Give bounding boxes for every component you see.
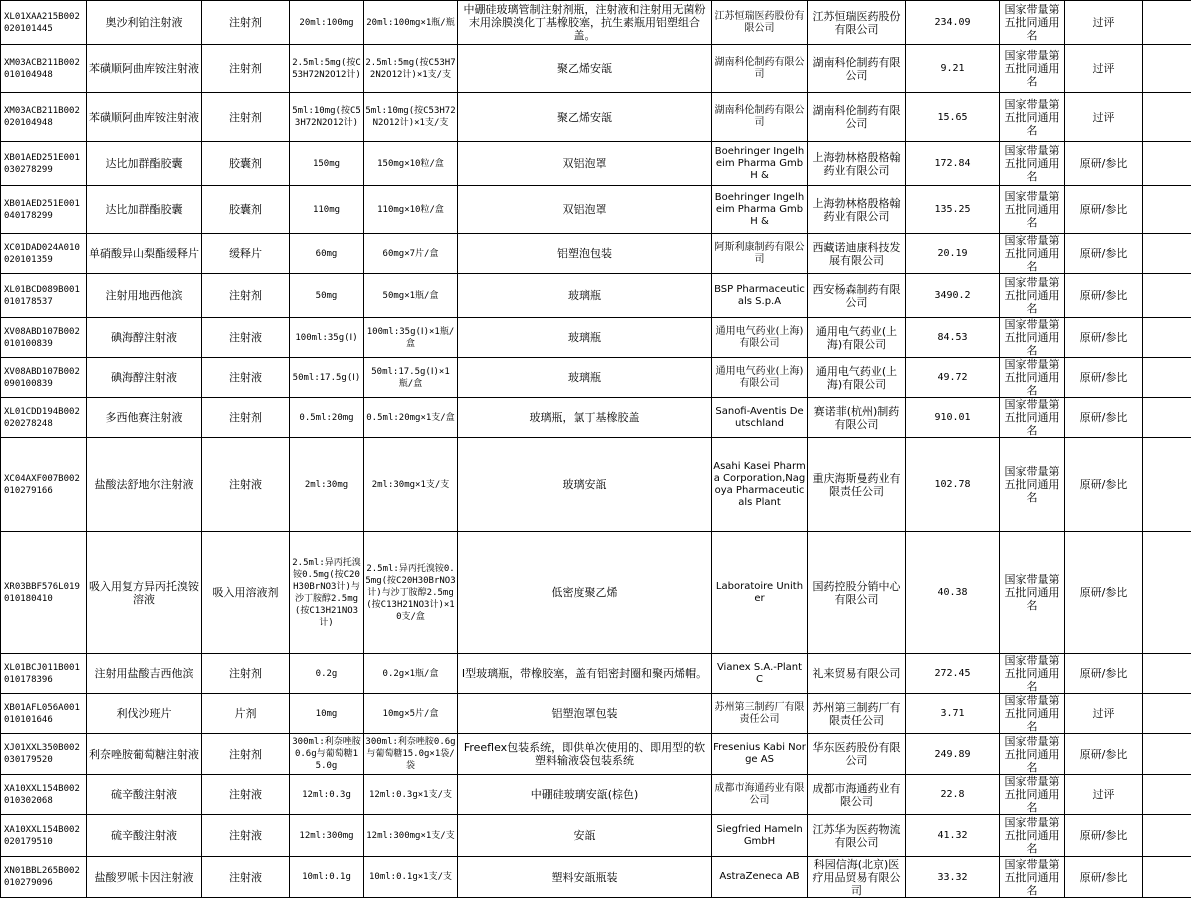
cell-name: 达比加群酯胶囊 bbox=[87, 186, 202, 234]
cell-material: 聚乙烯安瓿 bbox=[458, 93, 712, 142]
cell-material: 塑料安瓿瓶装 bbox=[458, 857, 712, 898]
cell-holder: 通用电气药业(上海)有限公司 bbox=[808, 358, 906, 398]
table-row bbox=[1, 654, 1191, 694]
cell-spec: 2.5ml:5mg(按C53H72N2O12计) bbox=[290, 45, 364, 93]
table-row bbox=[1, 274, 1191, 318]
cell-empty bbox=[1143, 734, 1191, 775]
cell-empty bbox=[1143, 45, 1191, 93]
cell-producer: 湖南科伦制药有限公司 bbox=[712, 45, 808, 93]
cell-holder: 国药控股分销中心有限公司 bbox=[808, 532, 906, 654]
cell-code: XB01AED251E001030278299 bbox=[1, 142, 87, 186]
cell-code: XL01BCJ011B001010178396 bbox=[1, 654, 87, 694]
cell-name: 达比加群酯胶囊 bbox=[87, 142, 202, 186]
cell-type: 原研/参比 bbox=[1065, 274, 1143, 318]
cell-producer: 湖南科伦制药有限公司 bbox=[712, 93, 808, 142]
table-row bbox=[1, 815, 1191, 857]
table-row bbox=[1, 234, 1191, 274]
cell-material: I型玻璃瓶，带橡胶塞，盖有铝密封圈和聚丙烯帽。 bbox=[458, 654, 712, 694]
cell-code: XB01AFL056A001010101646 bbox=[1, 694, 87, 734]
cell-form: 注射液 bbox=[202, 438, 290, 532]
cell-type: 过评 bbox=[1065, 775, 1143, 815]
cell-form: 吸入用溶液剂 bbox=[202, 532, 290, 654]
table-row bbox=[1, 318, 1191, 358]
cell-form: 注射剂 bbox=[202, 93, 290, 142]
cell-pack-spec: 2.5ml:异丙托溴铵0.5mg(按C20H30BrNO3计)与沙丁胺醇2.5mg(按C13H21NO3计)×10支/盒 bbox=[364, 532, 458, 654]
cell-form: 注射剂 bbox=[202, 274, 290, 318]
cell-pack-spec: 2.5ml:5mg(按C53H72N2O12计)×1支/支 bbox=[364, 45, 458, 93]
cell-code: XM03ACB211B002010104948 bbox=[1, 45, 87, 93]
cell-type: 过评 bbox=[1065, 1, 1143, 45]
cell-price: 3490.2 bbox=[906, 274, 1000, 318]
cell-name: 硫辛酸注射液 bbox=[87, 775, 202, 815]
cell-empty bbox=[1143, 142, 1191, 186]
cell-batch: 国家带量第五批同通用名 bbox=[1000, 532, 1065, 654]
cell-material: 低密度聚乙烯 bbox=[458, 532, 712, 654]
cell-name: 硫辛酸注射液 bbox=[87, 815, 202, 857]
cell-price: 9.21 bbox=[906, 45, 1000, 93]
cell-price: 102.78 bbox=[906, 438, 1000, 532]
table-row bbox=[1, 358, 1191, 398]
table-row bbox=[1, 734, 1191, 775]
cell-holder: 西藏诺迪康科技发展有限公司 bbox=[808, 234, 906, 274]
cell-pack-spec: 50ml:17.5g(Ⅰ)×1瓶/盒 bbox=[364, 358, 458, 398]
cell-spec: 150mg bbox=[290, 142, 364, 186]
cell-producer: Boehringer Ingelheim Pharma GmbH & bbox=[712, 142, 808, 186]
cell-holder: 西安杨森制药有限公司 bbox=[808, 274, 906, 318]
cell-price: 22.8 bbox=[906, 775, 1000, 815]
cell-producer: Boehringer Ingelheim Pharma GmbH & bbox=[712, 186, 808, 234]
cell-producer: 成都市海通药业有限公司 bbox=[712, 775, 808, 815]
cell-price: 49.72 bbox=[906, 358, 1000, 398]
table-row bbox=[1, 775, 1191, 815]
cell-empty bbox=[1143, 1, 1191, 45]
cell-batch: 国家带量第五批同通用名 bbox=[1000, 398, 1065, 438]
cell-pack-spec: 2ml:30mg×1支/支 bbox=[364, 438, 458, 532]
cell-name: 苯磺顺阿曲库铵注射液 bbox=[87, 93, 202, 142]
cell-type: 原研/参比 bbox=[1065, 234, 1143, 274]
cell-form: 注射液 bbox=[202, 318, 290, 358]
cell-material: 中硼硅玻璃安瓿(棕色) bbox=[458, 775, 712, 815]
cell-pack-spec: 150mg×10粒/盒 bbox=[364, 142, 458, 186]
cell-batch: 国家带量第五批同通用名 bbox=[1000, 734, 1065, 775]
cell-empty bbox=[1143, 438, 1191, 532]
cell-pack-spec: 50mg×1瓶/盒 bbox=[364, 274, 458, 318]
cell-holder: 重庆海斯曼药业有限责任公司 bbox=[808, 438, 906, 532]
cell-code: XR03BBF576L019010180410 bbox=[1, 532, 87, 654]
table-row bbox=[1, 142, 1191, 186]
cell-batch: 国家带量第五批同通用名 bbox=[1000, 318, 1065, 358]
cell-holder: 华东医药股份有限公司 bbox=[808, 734, 906, 775]
cell-name: 利奈唑胺葡萄糖注射液 bbox=[87, 734, 202, 775]
cell-form: 注射液 bbox=[202, 815, 290, 857]
cell-batch: 国家带量第五批同通用名 bbox=[1000, 234, 1065, 274]
cell-material: 铝塑泡包装 bbox=[458, 234, 712, 274]
cell-type: 原研/参比 bbox=[1065, 358, 1143, 398]
table-row bbox=[1, 398, 1191, 438]
cell-code: XA10XXL154B002010302068 bbox=[1, 775, 87, 815]
cell-holder: 江苏恒瑞医药股份有限公司 bbox=[808, 1, 906, 45]
cell-pack-spec: 100ml:35g(Ⅰ)×1瓶/盒 bbox=[364, 318, 458, 358]
cell-material: 聚乙烯安瓿 bbox=[458, 45, 712, 93]
cell-spec: 60mg bbox=[290, 234, 364, 274]
cell-name: 盐酸法舒地尔注射液 bbox=[87, 438, 202, 532]
cell-material: 玻璃瓶，氯丁基橡胶盖 bbox=[458, 398, 712, 438]
cell-empty bbox=[1143, 358, 1191, 398]
cell-name: 碘海醇注射液 bbox=[87, 318, 202, 358]
cell-material: 玻璃瓶 bbox=[458, 318, 712, 358]
cell-holder: 苏州第三制药厂有限责任公司 bbox=[808, 694, 906, 734]
cell-empty bbox=[1143, 318, 1191, 358]
cell-spec: 110mg bbox=[290, 186, 364, 234]
cell-producer: 通用电气药业(上海)有限公司 bbox=[712, 318, 808, 358]
cell-name: 单硝酸异山梨酯缓释片 bbox=[87, 234, 202, 274]
cell-price: 172.84 bbox=[906, 142, 1000, 186]
cell-code: XN01BBL265B002010279096 bbox=[1, 857, 87, 898]
cell-price: 84.53 bbox=[906, 318, 1000, 358]
cell-material: 双铝泡罩 bbox=[458, 186, 712, 234]
cell-price: 40.38 bbox=[906, 532, 1000, 654]
cell-price: 41.32 bbox=[906, 815, 1000, 857]
cell-empty bbox=[1143, 93, 1191, 142]
cell-pack-spec: 300ml:利奈唑胺0.6g与葡萄糖15.0g×1袋/袋 bbox=[364, 734, 458, 775]
cell-price: 910.01 bbox=[906, 398, 1000, 438]
cell-spec: 12ml:300mg bbox=[290, 815, 364, 857]
cell-type: 过评 bbox=[1065, 93, 1143, 142]
cell-holder: 湖南科伦制药有限公司 bbox=[808, 93, 906, 142]
cell-pack-spec: 5ml:10mg(按C53H72N2O12计)×1支/支 bbox=[364, 93, 458, 142]
cell-empty bbox=[1143, 532, 1191, 654]
cell-type: 原研/参比 bbox=[1065, 734, 1143, 775]
cell-form: 注射剂 bbox=[202, 654, 290, 694]
cell-producer: Laboratoire Unither bbox=[712, 532, 808, 654]
cell-producer: 通用电气药业(上海)有限公司 bbox=[712, 358, 808, 398]
cell-producer: Asahi Kasei Pharma Corporation,Nagoya Pharmaceuticals Plant bbox=[712, 438, 808, 532]
cell-name: 碘海醇注射液 bbox=[87, 358, 202, 398]
cell-spec: 10mg bbox=[290, 694, 364, 734]
table-row bbox=[1, 857, 1191, 898]
cell-batch: 国家带量第五批同通用名 bbox=[1000, 142, 1065, 186]
cell-producer: 江苏恒瑞医药股份有限公司 bbox=[712, 1, 808, 45]
cell-name: 注射用地西他滨 bbox=[87, 274, 202, 318]
cell-producer: Sanofi-Aventis Deutschland bbox=[712, 398, 808, 438]
cell-price: 33.32 bbox=[906, 857, 1000, 898]
cell-type: 原研/参比 bbox=[1065, 532, 1143, 654]
cell-form: 注射剂 bbox=[202, 734, 290, 775]
cell-form: 注射液 bbox=[202, 775, 290, 815]
cell-batch: 国家带量第五批同通用名 bbox=[1000, 654, 1065, 694]
cell-empty bbox=[1143, 398, 1191, 438]
cell-form: 缓释片 bbox=[202, 234, 290, 274]
cell-code: XC04AXF007B002010279166 bbox=[1, 438, 87, 532]
table-row bbox=[1, 1, 1191, 45]
cell-material: 铝塑泡罩包装 bbox=[458, 694, 712, 734]
cell-empty bbox=[1143, 815, 1191, 857]
cell-spec: 12ml:0.3g bbox=[290, 775, 364, 815]
cell-price: 249.89 bbox=[906, 734, 1000, 775]
cell-name: 盐酸罗哌卡因注射液 bbox=[87, 857, 202, 898]
cell-name: 吸入用复方异丙托溴铵溶液 bbox=[87, 532, 202, 654]
cell-batch: 国家带量第五批同通用名 bbox=[1000, 1, 1065, 45]
cell-batch: 国家带量第五批同通用名 bbox=[1000, 857, 1065, 898]
cell-code: XL01BCD089B001010178537 bbox=[1, 274, 87, 318]
cell-batch: 国家带量第五批同通用名 bbox=[1000, 93, 1065, 142]
cell-material: 玻璃瓶 bbox=[458, 358, 712, 398]
cell-producer: Vianex S.A.-Plant C bbox=[712, 654, 808, 694]
table-row bbox=[1, 694, 1191, 734]
cell-producer: 阿斯利康制药有限公司 bbox=[712, 234, 808, 274]
cell-producer: Siegfried Hameln GmbH bbox=[712, 815, 808, 857]
cell-holder: 通用电气药业(上海)有限公司 bbox=[808, 318, 906, 358]
cell-form: 注射剂 bbox=[202, 1, 290, 45]
cell-code: XA10XXL154B002020179510 bbox=[1, 815, 87, 857]
cell-holder: 科园信海(北京)医疗用品贸易有限公司 bbox=[808, 857, 906, 898]
cell-spec: 300ml:利奈唑胺0.6g与葡萄糖15.0g bbox=[290, 734, 364, 775]
cell-producer: AstraZeneca AB bbox=[712, 857, 808, 898]
cell-code: XJ01XXL350B002030179520 bbox=[1, 734, 87, 775]
cell-material: 中硼硅玻璃管制注射剂瓶，注射液和注射用无菌粉末用涂膜溴化丁基橡胶塞，抗生素瓶用铝塑组合盖。 bbox=[458, 1, 712, 45]
cell-price: 135.25 bbox=[906, 186, 1000, 234]
cell-material: 玻璃安瓿 bbox=[458, 438, 712, 532]
cell-spec: 20ml:100mg bbox=[290, 1, 364, 45]
cell-holder: 上海勃林格殷格翰药业有限公司 bbox=[808, 142, 906, 186]
cell-price: 20.19 bbox=[906, 234, 1000, 274]
cell-form: 注射液 bbox=[202, 358, 290, 398]
table-row bbox=[1, 532, 1191, 654]
cell-form: 胶囊剂 bbox=[202, 186, 290, 234]
cell-type: 原研/参比 bbox=[1065, 857, 1143, 898]
cell-pack-spec: 60mg×7片/盒 bbox=[364, 234, 458, 274]
cell-spec: 5ml:10mg(按C53H72N2O12计) bbox=[290, 93, 364, 142]
cell-type: 原研/参比 bbox=[1065, 438, 1143, 532]
cell-batch: 国家带量第五批同通用名 bbox=[1000, 775, 1065, 815]
cell-material: 双铝泡罩 bbox=[458, 142, 712, 186]
cell-batch: 国家带量第五批同通用名 bbox=[1000, 694, 1065, 734]
cell-code: XM03ACB211B002020104948 bbox=[1, 93, 87, 142]
cell-code: XV08ABD107B002090100839 bbox=[1, 358, 87, 398]
cell-spec: 2ml:30mg bbox=[290, 438, 364, 532]
cell-material: 安瓿 bbox=[458, 815, 712, 857]
table-row bbox=[1, 93, 1191, 142]
cell-type: 原研/参比 bbox=[1065, 815, 1143, 857]
cell-pack-spec: 0.5ml:20mg×1支/盒 bbox=[364, 398, 458, 438]
cell-price: 3.71 bbox=[906, 694, 1000, 734]
cell-spec: 0.5ml:20mg bbox=[290, 398, 364, 438]
cell-pack-spec: 12ml:300mg×1支/支 bbox=[364, 815, 458, 857]
cell-pack-spec: 10ml:0.1g×1支/支 bbox=[364, 857, 458, 898]
cell-type: 过评 bbox=[1065, 45, 1143, 93]
cell-material: 玻璃瓶 bbox=[458, 274, 712, 318]
cell-form: 注射液 bbox=[202, 857, 290, 898]
cell-spec: 50mg bbox=[290, 274, 364, 318]
cell-spec: 0.2g bbox=[290, 654, 364, 694]
cell-empty bbox=[1143, 694, 1191, 734]
cell-spec: 2.5ml:异丙托溴铵0.5mg(按C20H30BrNO3计)与沙丁胺醇2.5mg(按C13H21NO3计) bbox=[290, 532, 364, 654]
cell-empty bbox=[1143, 654, 1191, 694]
cell-pack-spec: 0.2g×1瓶/盒 bbox=[364, 654, 458, 694]
cell-price: 15.65 bbox=[906, 93, 1000, 142]
cell-spec: 50ml:17.5g(Ⅰ) bbox=[290, 358, 364, 398]
cell-empty bbox=[1143, 186, 1191, 234]
cell-type: 原研/参比 bbox=[1065, 186, 1143, 234]
table-row bbox=[1, 186, 1191, 234]
cell-name: 苯磺顺阿曲库铵注射液 bbox=[87, 45, 202, 93]
cell-batch: 国家带量第五批同通用名 bbox=[1000, 45, 1065, 93]
cell-name: 注射用盐酸吉西他滨 bbox=[87, 654, 202, 694]
cell-batch: 国家带量第五批同通用名 bbox=[1000, 815, 1065, 857]
cell-code: XL01XAA215B002020101445 bbox=[1, 1, 87, 45]
cell-batch: 国家带量第五批同通用名 bbox=[1000, 438, 1065, 532]
table-row bbox=[1, 45, 1191, 93]
cell-price: 272.45 bbox=[906, 654, 1000, 694]
cell-batch: 国家带量第五批同通用名 bbox=[1000, 358, 1065, 398]
cell-holder: 礼来贸易有限公司 bbox=[808, 654, 906, 694]
cell-type: 原研/参比 bbox=[1065, 654, 1143, 694]
cell-producer: BSP Pharmaceuticals S.p.A bbox=[712, 274, 808, 318]
cell-producer: 苏州第三制药厂有限责任公司 bbox=[712, 694, 808, 734]
cell-code: XB01AED251E001040178299 bbox=[1, 186, 87, 234]
cell-price: 234.09 bbox=[906, 1, 1000, 45]
cell-pack-spec: 10mg×5片/盒 bbox=[364, 694, 458, 734]
cell-form: 片剂 bbox=[202, 694, 290, 734]
cell-code: XV08ABD107B002010100839 bbox=[1, 318, 87, 358]
cell-holder: 江苏华为医药物流有限公司 bbox=[808, 815, 906, 857]
cell-pack-spec: 20ml:100mg×1瓶/瓶 bbox=[364, 1, 458, 45]
cell-code: XL01CDD194B002020278248 bbox=[1, 398, 87, 438]
table-row bbox=[1, 438, 1191, 532]
cell-batch: 国家带量第五批同通用名 bbox=[1000, 186, 1065, 234]
cell-holder: 成都市海通药业有限公司 bbox=[808, 775, 906, 815]
cell-spec: 10ml:0.1g bbox=[290, 857, 364, 898]
cell-empty bbox=[1143, 775, 1191, 815]
cell-empty bbox=[1143, 274, 1191, 318]
cell-type: 过评 bbox=[1065, 694, 1143, 734]
cell-name: 奥沙利铂注射液 bbox=[87, 1, 202, 45]
cell-pack-spec: 110mg×10粒/盒 bbox=[364, 186, 458, 234]
cell-type: 原研/参比 bbox=[1065, 142, 1143, 186]
cell-holder: 赛诺菲(杭州)制药有限公司 bbox=[808, 398, 906, 438]
cell-empty bbox=[1143, 234, 1191, 274]
cell-name: 多西他赛注射液 bbox=[87, 398, 202, 438]
cell-pack-spec: 12ml:0.3g×1支/支 bbox=[364, 775, 458, 815]
cell-material: Freeflex包装系统，即供单次使用的、即用型的软塑料输液袋包装系统 bbox=[458, 734, 712, 775]
cell-type: 原研/参比 bbox=[1065, 318, 1143, 358]
cell-spec: 100ml:35g(Ⅰ) bbox=[290, 318, 364, 358]
cell-batch: 国家带量第五批同通用名 bbox=[1000, 274, 1065, 318]
cell-holder: 上海勃林格殷格翰药业有限公司 bbox=[808, 186, 906, 234]
cell-producer: Fresenius Kabi Norge AS bbox=[712, 734, 808, 775]
cell-code: XC01DAD024A010020101359 bbox=[1, 234, 87, 274]
cell-type: 原研/参比 bbox=[1065, 398, 1143, 438]
cell-empty bbox=[1143, 857, 1191, 898]
cell-holder: 湖南科伦制药有限公司 bbox=[808, 45, 906, 93]
cell-form: 胶囊剂 bbox=[202, 142, 290, 186]
cell-form: 注射剂 bbox=[202, 398, 290, 438]
cell-form: 注射剂 bbox=[202, 45, 290, 93]
table-body bbox=[1, 1, 1191, 898]
cell-name: 利伐沙班片 bbox=[87, 694, 202, 734]
